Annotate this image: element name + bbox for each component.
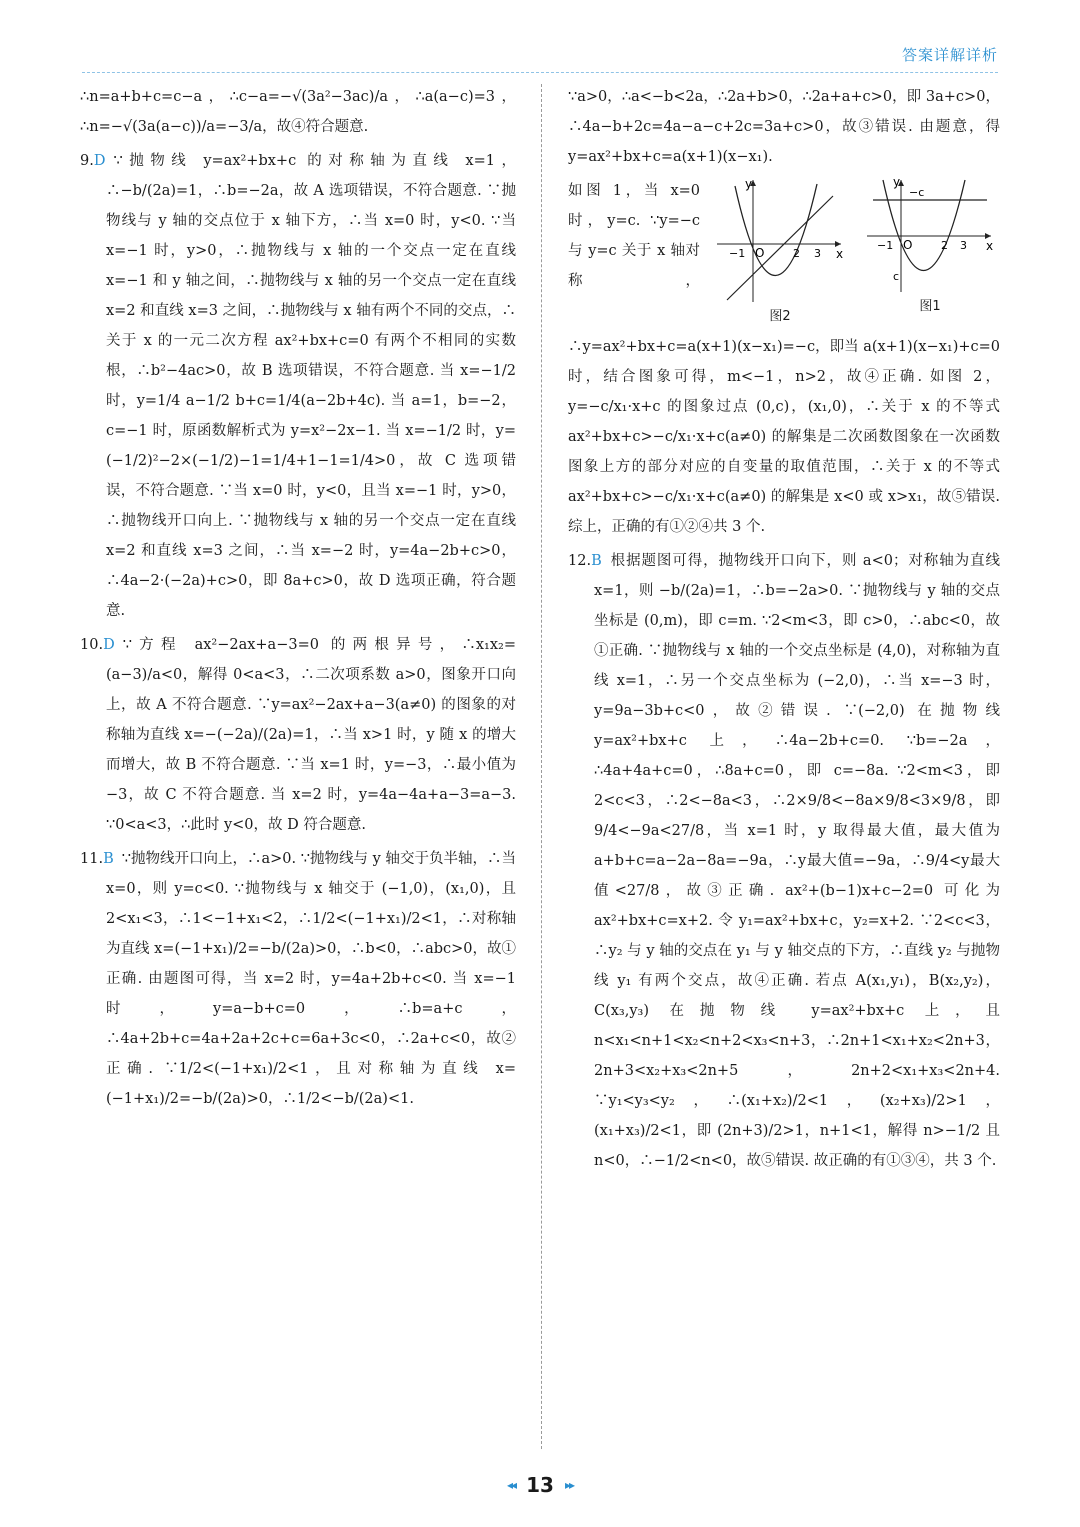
three-label: 3 <box>813 247 821 260</box>
answer-letter: D <box>93 153 106 169</box>
neg-one-label: −1 <box>728 247 745 260</box>
x-axis-label: x <box>835 247 843 261</box>
question-number: 12. <box>568 553 592 569</box>
solution-9 <box>80 146 516 626</box>
figure-2-caption: 图2 <box>769 309 791 324</box>
figure-1-caption: 图1 <box>919 299 941 314</box>
right-column <box>568 82 1000 1180</box>
header-title: 答案详解详析 <box>901 46 998 64</box>
figure-1-graph <box>863 176 998 296</box>
solution-text: ∵方程 ax²−2ax+a−3=0 的两根异号，∴x₁x₂=(a−3)/a<0，解得 0<a<3，∴二次项系数 a>0，图象开口向上，故 A 不符合题意. ∵y=ax²−2ax+a−3(a≠0) 的图象的对称轴为直线 x=−(−2a)/(2a)=1，∴当 x>1 时，y 随 x 的增大而增大，故 B 不符合题意. ∵当 x=1 时，y=−3，∴最小值为−3，故 C 不符合题意. 当 x=2 时，y=4a−4a+a−3=a−3. ∵0<a<3，∴此时 y<0，故 D 符合题意. <box>106 637 516 833</box>
question-number: 9. <box>80 153 94 169</box>
x-axis-label: x <box>985 239 993 253</box>
answer-letter: B <box>103 851 114 867</box>
figure-1 <box>860 176 1000 318</box>
figure-2 <box>710 176 850 328</box>
solution-11-figures-block <box>568 176 1000 546</box>
left-column <box>80 82 516 1118</box>
solution-8-continued: ∴n=a+b+c=c−a，∴c−a=−√(3a²−3ac)/a，∴a(a−c)=3，∴n=−√(3a(a−c))/a=−3/a，故④符合题意. <box>80 89 516 135</box>
next-page-icon[interactable]: ▸▸ <box>565 1478 574 1492</box>
figure-2-graph <box>713 176 848 306</box>
two-label: 2 <box>792 247 800 260</box>
answer-letter: D <box>103 637 115 653</box>
solution-text: ∵抛物线 y=ax²+bx+c 的对称轴为直线 x=1，∴−b/(2a)=1，∴b=−2a，故 A 选项错误，不符合题意. ∵抛物线与 y 轴的交点位于 x 轴下方，∴当 x=0 时，y<0. ∵当 x=−1 时，y>0，∴抛物线与 x 轴的一个交点一定在直线 x=−1 和 y 轴之间，∴抛物线与 x 轴的另一个交点一定在直线 x=2 和直线 x=3 之间，∴抛物线与 x 轴有两个不同的交点，∴关于 x 的一元二次方程 ax²+bx+c=0 有两个不相同的实数根，∴b²−4ac>0，故 B 选项错误，不符合题意. 当 x=−1/2 时，y=1/4 a−1/2 b+c=1/4(a−2b+4c). 当 a=1，b=−2，c=−1 时，原函数解析式为 y=x²−2x−1. 当 x=−1/2 时，y=(−1/2)²−2×(−1/2)−1=1/4+1−1=1/4>0，故 C 选项错误，不符合题意. ∵当 x=0 时，y<0，且当 x=−1 时，y>0，∴抛物线开口向上. ∵抛物线与 x 轴的另一个交点一定在直线 x=2 和直线 x=3 之间，∴当 x=−2 时，y=4a−2b+c>0，∴4a−2·(−2a)+c>0，即 8a+c>0，故 D 选项正确，符合题意. <box>106 153 516 619</box>
two-label: 2 <box>940 239 948 252</box>
solution-11-analysis: 如图 1，当 x=0 时，y=c. ∵y=−c 与 y=c 关于 x 轴对称，∴y=ax²+bx+c=a(x+1)(x−x₁)=−c，即当 a(x+1)(x−x₁)+c=0 时，结合图象可得，m<−1，n>2，故④正确. 如图 2，y=−c/x₁·x+c 的图象过点 (0,c)，(x₁,0)，∴关于 x 的不等式 ax²+bx+c>−c/x₁·x+c(a≠0) 的解集是二次函数图象在一次函数图象上方的部分对应的自变量的取值范围，∴关于 x 的不等式 ax²+bx+c>−c/x₁·x+c(a≠0) 的解集是 x<0 或 x>x₁，故⑤错误. 综上，正确的有①②④共 3 个. <box>568 183 1000 535</box>
solution-11 <box>80 844 516 1114</box>
answer-letter: B <box>591 553 602 569</box>
page-number: 13 <box>526 1473 554 1497</box>
neg-one-label: −1 <box>876 239 893 252</box>
y-axis-label: y <box>744 177 752 191</box>
three-label: 3 <box>959 239 967 252</box>
previous-page-icon[interactable]: ◂◂ <box>506 1478 515 1492</box>
question-number: 11. <box>80 851 104 867</box>
y-axis-label: y <box>892 176 900 189</box>
solution-text: ∵抛物线开口向上，∴a>0. ∵抛物线与 y 轴交于负半轴，∴当 x=0，则 y=c<0. ∵抛物线与 x 轴交于 (−1,0)，(x₁,0)，且 2<x₁<3，∴1<−1+x₁<2，∴1/2<(−1+x₁)/2<1，∴对称轴为直线 x=(−1+x₁)/2=−b/(2a)>0，∴b<0，∴abc>0，故①正确. 由题图可得，当 x=2 时，y=4a+2b+c<0. 当 x=−1 时，y=a−b+c=0，∴b=a+c，∴4a+2b+c=4a+2a+2c+c=6a+3c<0，∴2a+c<0，故②正确. ∵1/2<(−1+x₁)/2<1，且对称轴为直线 x=(−1+x₁)/2=−b/(2a)>0，∴1/2<−b/(2a)<1. <box>106 851 516 1107</box>
neg-c-label: −c <box>908 186 924 199</box>
header-divider <box>82 72 998 73</box>
solution-12 <box>568 546 1000 1176</box>
solution-11-continued: ∵a>0，∴a<−b<2a，∴2a+b>0，∴2a+a+c>0，即 3a+c>0，∴4a−b+2c=4a−a−c+2c=3a+c>0，故③错误. 由题意，得 y=ax²+bx+c=a(x+1)(x−x₁). <box>568 89 1000 165</box>
page-footer <box>0 1473 1080 1497</box>
column-divider <box>541 84 542 1449</box>
c-label: c <box>892 270 899 283</box>
solution-10 <box>80 630 516 840</box>
origin-label: O <box>902 238 912 252</box>
question-number: 10. <box>80 637 104 653</box>
solution-text: 根据题图可得，抛物线开口向下，则 a<0；对称轴为直线 x=1，则 −b/(2a)=1，∴b=−2a>0. ∵抛物线与 y 轴的交点坐标是 (0,m)，即 c=m. ∵2<m<3，即 c>0，∴abc<0，故①正确. ∵抛物线与 x 轴的一个交点坐标是 (4,0)，对称轴为直线 x=1，∴另一个交点坐标为 (−2,0)，∴当 x=−3 时，y=9a−3b+c<0，故②错误. ∵(−2,0) 在抛物线 y=ax²+bx+c 上，∴4a−2b+c=0. ∵b=−2a，∴4a+4a+c=0，∴8a+c=0，即 c=−8a. ∵2<m<3，即 2<c<3，∴2<−8a<3，∴2×9/8<−8a×9/8<3×9/8，即 9/4<−9a<27/8，当 x=1 时，y 取得最大值，最大值为 a+b+c=a−2a−8a=−9a，∴y最大值=−9a，∴9/4<y最大值<27/8，故③正确. ax²+(b−1)x+c−2=0 可化为 ax²+bx+c=x+2. 令 y₁=ax²+bx+c，y₂=x+2. ∵2<c<3，∴y₂ 与 y 轴的交点在 y₁ 与 y 轴交点的下方，∴直线 y₂ 与抛物线 y₁ 有两个交点，故④正确. 若点 A(x₁,y₁)，B(x₂,y₂)，C(x₃,y₃) 在抛物线 y=ax²+bx+c 上，且 n<x₁<n+1<x₂<n+2<x₃<n+3，∴2n+1<x₁+x₂<2n+3，2n+3<x₂+x₃<2n+5，2n+2<x₁+x₃<2n+4. ∵y₁<y₃<y₂，∴(x₁+x₂)/2<1，(x₂+x₃)/2>1，(x₁+x₃)/2<1，即 (2n+3)/2>1，n+1<1，解得 n>−1/2 且 n<0，∴−1/2<n<0，故⑤错误. 故正确的有①③④，共 3 个. <box>594 553 1000 1169</box>
origin-label: O <box>754 246 764 260</box>
